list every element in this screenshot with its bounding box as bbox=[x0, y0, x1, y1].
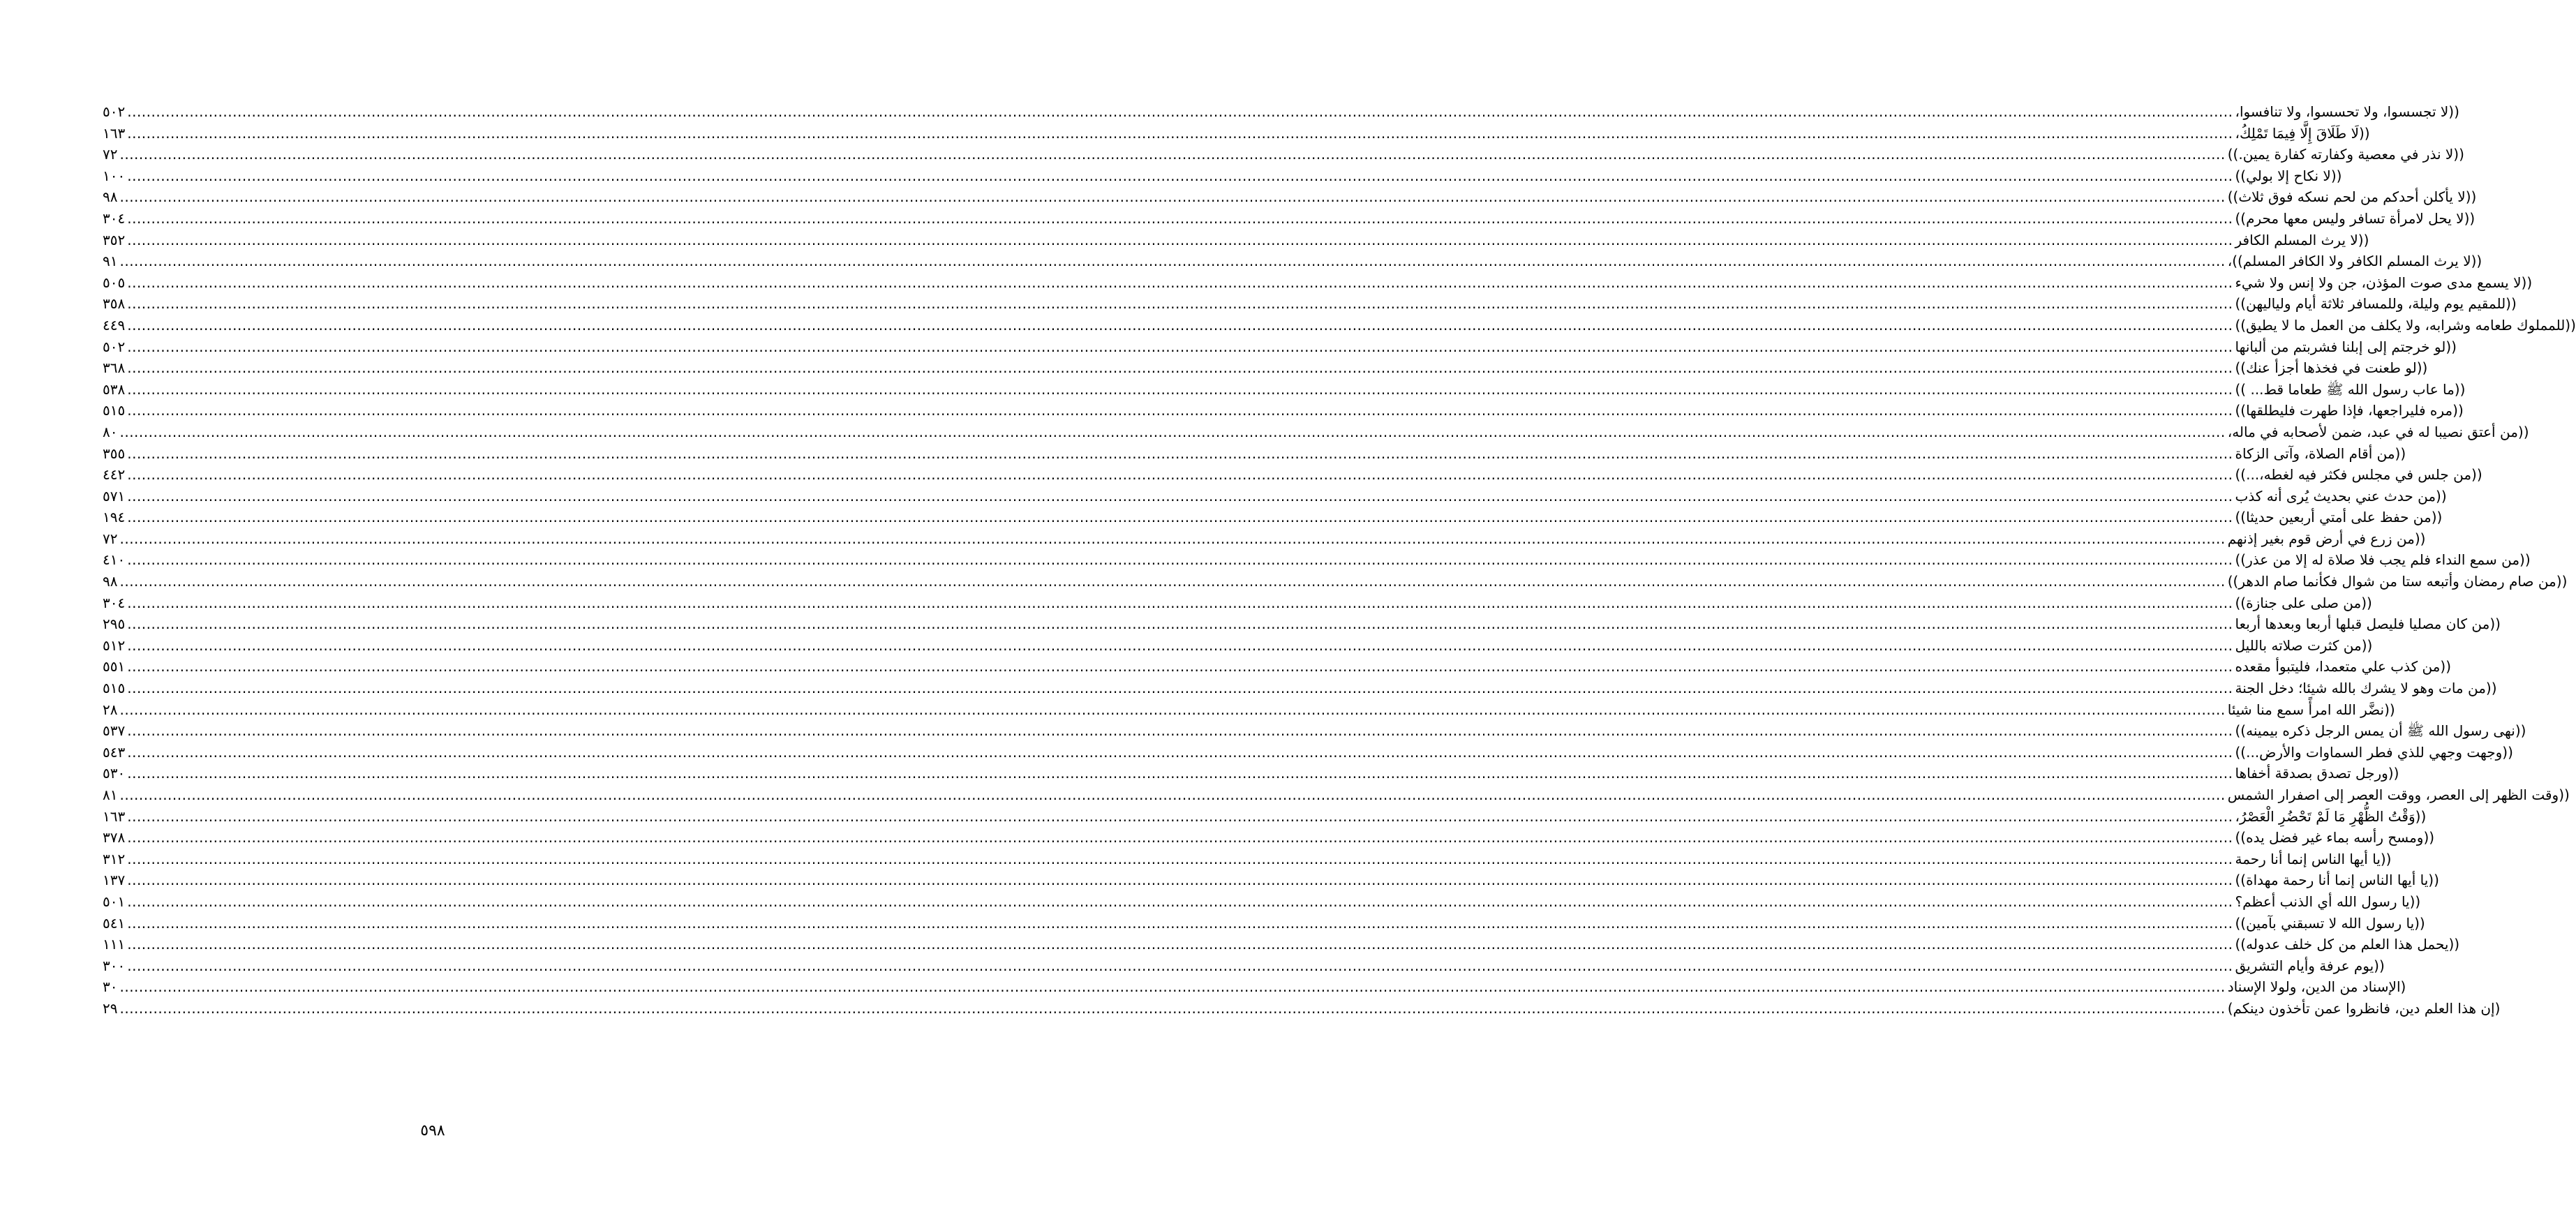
entry-text: ((ورجل تصدق بصدقة أخفاها bbox=[2235, 765, 2399, 782]
entry-text: ((مره فليراجعها، فإذا طهرت فليطلقها)) bbox=[2235, 402, 2464, 419]
entry-text: ((وقت الظهر إلى العصر، ووقت العصر إلى اصفرار الشمس bbox=[2227, 786, 2570, 803]
index-entry bbox=[103, 656, 2452, 678]
index-entry bbox=[103, 421, 2529, 443]
entry-text: ((يا أيها الناس إنما أنا رحمة bbox=[2235, 850, 2392, 867]
entry-text: ((لو خرجتم إلى إبلنا فشربتم من ألبانها bbox=[2235, 338, 2457, 355]
entry-page-number: ٣٠ bbox=[103, 978, 118, 996]
index-entry bbox=[103, 635, 2373, 657]
dot-leader bbox=[127, 806, 2233, 828]
entry-page-number: ٢٩٥ bbox=[103, 615, 126, 633]
dot-leader bbox=[119, 998, 2225, 1020]
entry-page-number: ٥٠٢ bbox=[103, 338, 126, 355]
index-entry bbox=[103, 934, 2460, 955]
dot-leader bbox=[127, 315, 2233, 336]
entry-page-number: ٥٣٨ bbox=[103, 380, 126, 398]
entry-text: ((من زرع في أرض قوم بغير إذنهم bbox=[2227, 530, 2426, 547]
entry-text: ((من كثرت صلاته بالليل bbox=[2235, 636, 2373, 654]
index-entry bbox=[103, 784, 2570, 806]
entry-text: ((لا يرث المسلم الكافر bbox=[2235, 231, 2369, 248]
entry-text: ((للمقيم يوم وليلة، وللمسافر ثلاثة أيام ولياليهن)) bbox=[2235, 295, 2517, 313]
dot-leader bbox=[127, 891, 2233, 913]
dot-leader bbox=[127, 357, 2233, 379]
index-entry bbox=[103, 251, 2482, 272]
index-entry bbox=[103, 806, 2427, 828]
entry-page-number: ٥٣٠ bbox=[103, 765, 126, 782]
index-entry bbox=[103, 827, 2435, 849]
dot-leader bbox=[127, 123, 2233, 144]
entry-text: ((لا يرث المسلم الكافر ولا الكافر المسلم))، bbox=[2227, 253, 2482, 270]
entry-text: ((من كان مصليا فليصل قبلها أربعا وبعدها أربعا bbox=[2235, 615, 2501, 633]
index-entry bbox=[103, 763, 2399, 784]
entry-page-number: ٥١٥ bbox=[103, 402, 126, 419]
entry-page-number: ٩٨ bbox=[103, 188, 118, 206]
page-number: ٥٩٨ bbox=[420, 1122, 445, 1140]
dot-leader bbox=[119, 144, 2225, 165]
index-entry bbox=[103, 101, 2459, 123]
entry-page-number: ٥١٢ bbox=[103, 636, 126, 654]
entry-text: ((من أقام الصلاة، وآتى الزكاة bbox=[2235, 445, 2406, 462]
index-entry bbox=[103, 891, 2421, 913]
index-entry bbox=[103, 549, 2531, 571]
entry-page-number: ٤٤٩ bbox=[103, 316, 126, 334]
entry-page-number: ٣٧٨ bbox=[103, 829, 126, 846]
index-entry bbox=[103, 870, 2439, 891]
dot-leader bbox=[119, 784, 2225, 806]
entry-page-number: ٧٢ bbox=[103, 146, 118, 163]
entry-page-number: ٩١ bbox=[103, 253, 118, 270]
dot-leader bbox=[127, 507, 2233, 528]
entry-page-number: ٣١٢ bbox=[103, 850, 126, 867]
entry-text: ((من صلى على جنازة)) bbox=[2235, 594, 2372, 611]
entry-page-number: ٥١٥ bbox=[103, 680, 126, 697]
index-entry bbox=[103, 955, 2385, 977]
dot-leader bbox=[127, 101, 2233, 123]
entry-page-number: ١٩٤ bbox=[103, 509, 126, 526]
dot-leader bbox=[119, 186, 2225, 208]
dot-leader bbox=[127, 272, 2233, 294]
entry-page-number: ٨١ bbox=[103, 786, 118, 803]
entry-page-number: ٤٤٢ bbox=[103, 466, 126, 484]
entry-page-number: ٣٥٥ bbox=[103, 445, 126, 462]
dot-leader bbox=[127, 400, 2233, 421]
dot-leader bbox=[119, 976, 2225, 998]
entry-page-number: ٣٠٤ bbox=[103, 594, 126, 611]
index-entry bbox=[103, 720, 2526, 742]
entry-text: ((من حدث عني بحديث يُرى أنه كذب bbox=[2235, 487, 2447, 505]
dot-leader bbox=[127, 720, 2233, 742]
entry-text: ((لا يسمع مدى صوت المؤذن، جن ولا إنس ولا شيء bbox=[2235, 274, 2533, 291]
entry-page-number: ٥٤١ bbox=[103, 914, 126, 932]
entry-text: ((وَقْتُ الظُّهْرِ مَا لَمْ تَحْضُرِ الْعَصْرُ، bbox=[2235, 807, 2427, 825]
entry-page-number: ٣٠٤ bbox=[103, 209, 126, 227]
index-entry bbox=[103, 400, 2464, 421]
hadith-index-list bbox=[103, 101, 2576, 1020]
entry-text: ((لا نكاح إلا بولي)) bbox=[2235, 167, 2342, 184]
entry-text: ((لا يحل لامرأة تسافر وليس معها محرم)) bbox=[2235, 209, 2476, 227]
entry-page-number: ٣٠٠ bbox=[103, 957, 126, 974]
entry-page-number: ٤١٠ bbox=[103, 551, 126, 569]
index-entry bbox=[103, 144, 2464, 165]
dot-leader bbox=[127, 379, 2233, 401]
dot-leader bbox=[127, 613, 2233, 635]
dot-leader bbox=[127, 934, 2233, 955]
entry-text: ((نضَّر الله امرأً سمع منا شيئا bbox=[2227, 701, 2395, 718]
index-entry bbox=[103, 528, 2426, 550]
entry-text: ((من مات وهو لا يشرك بالله شيئا؛ دخل الجنة bbox=[2235, 680, 2497, 697]
entry-text: ((يوم عرفة وأيام التشريق bbox=[2235, 957, 2385, 974]
dot-leader bbox=[127, 293, 2233, 315]
entry-page-number: ٣٥٢ bbox=[103, 231, 126, 248]
entry-page-number: ٥٠١ bbox=[103, 893, 126, 910]
entry-text: ((من كذب علي متعمدا، فليتبوأ مقعده bbox=[2235, 658, 2452, 676]
index-entry bbox=[103, 486, 2447, 507]
entry-text: ((ومسح رأسه بماء غير فضل يده)) bbox=[2235, 829, 2435, 846]
entry-page-number: ٥٠٢ bbox=[103, 103, 126, 120]
index-entry bbox=[103, 613, 2501, 635]
entry-page-number: ٥٣٧ bbox=[103, 722, 126, 740]
entry-text: ((ما عاب رسول الله ﷺ طعاما قط... )) bbox=[2235, 380, 2466, 398]
index-entry bbox=[103, 571, 2568, 592]
index-entry bbox=[103, 849, 2392, 870]
index-entry bbox=[103, 443, 2406, 465]
index-entry bbox=[103, 678, 2497, 699]
dot-leader bbox=[127, 656, 2233, 678]
entry-text: ((من حفظ على أمتي أربعين حديثا)) bbox=[2235, 509, 2443, 526]
dot-leader bbox=[119, 251, 2225, 272]
entry-page-number: ١٦٣ bbox=[103, 807, 126, 825]
index-entry bbox=[103, 464, 2482, 486]
entry-text: ((لَا طَلَاقَ إِلَّا فِيمَا تَمْلِكُ، bbox=[2235, 124, 2370, 142]
dot-leader bbox=[127, 336, 2233, 358]
entry-page-number: ٥٠٥ bbox=[103, 274, 126, 291]
index-entry bbox=[103, 123, 2370, 144]
entry-text: ((لا يأكلن أحدكم من لحم نسكه فوق ثلاث)) bbox=[2227, 188, 2477, 206]
entry-text: (إن هذا العلم دين، فانظروا عمن تأخذون دينكم) bbox=[2227, 999, 2501, 1017]
index-entry bbox=[103, 336, 2457, 358]
entry-text: ((للمملوك طعامه وشرابه، ولا يكلف من العمل ما لا يطيق)) bbox=[2235, 316, 2576, 334]
index-entry bbox=[103, 165, 2342, 187]
entry-page-number: ٥٥١ bbox=[103, 658, 126, 676]
dot-leader bbox=[127, 827, 2233, 849]
index-entry bbox=[103, 315, 2576, 336]
entry-page-number: ١١١ bbox=[103, 936, 126, 953]
dot-leader bbox=[119, 571, 2225, 592]
dot-leader bbox=[119, 528, 2225, 550]
index-entry bbox=[103, 379, 2466, 401]
entry-page-number: ١٣٧ bbox=[103, 872, 126, 889]
index-entry bbox=[103, 357, 2428, 379]
dot-leader bbox=[127, 230, 2233, 251]
entry-text: ((يا أيها الناس إنما أنا رحمة مهداة)) bbox=[2235, 872, 2439, 889]
dot-leader bbox=[127, 955, 2233, 977]
entry-text: ((من أعتق نصيبا له في عبد، ضمن لأصحابه في ماله، bbox=[2227, 423, 2529, 440]
index-entry bbox=[103, 998, 2501, 1020]
dot-leader bbox=[127, 635, 2233, 657]
index-entry bbox=[103, 507, 2443, 528]
entry-text: ((لا نذر في معصية وكفارته كفارة يمين.)) bbox=[2227, 146, 2464, 163]
dot-leader bbox=[127, 763, 2233, 784]
dot-leader bbox=[127, 486, 2233, 507]
entry-text: ((يا رسول الله لا تسبقني بآمين)) bbox=[2235, 914, 2425, 932]
entry-text: (الإسناد من الدين، ولولا الإسناد bbox=[2227, 978, 2406, 996]
index-entry bbox=[103, 208, 2476, 230]
index-entry bbox=[103, 293, 2517, 315]
dot-leader bbox=[127, 592, 2233, 614]
dot-leader bbox=[127, 464, 2233, 486]
dot-leader bbox=[127, 165, 2233, 187]
entry-page-number: ٢٨ bbox=[103, 701, 118, 718]
dot-leader bbox=[127, 870, 2233, 891]
index-entry bbox=[103, 186, 2477, 208]
entry-text: ((يحمل هذا العلم من كل خلف عدوله)) bbox=[2235, 936, 2460, 953]
entry-text: ((من سمع النداء فلم يجب فلا صلاة له إلا من عذر)) bbox=[2235, 551, 2531, 569]
entry-text: ((من صام رمضان وأتبعه ستا من شوال فكأنما صام الدهر)) bbox=[2227, 573, 2568, 590]
entry-page-number: ٨٠ bbox=[103, 423, 118, 440]
dot-leader bbox=[127, 549, 2233, 571]
index-entry bbox=[103, 913, 2425, 934]
dot-leader bbox=[127, 742, 2233, 763]
dot-leader bbox=[119, 421, 2225, 443]
entry-page-number: ١٠٠ bbox=[103, 167, 126, 184]
index-entry bbox=[103, 976, 2406, 998]
dot-leader bbox=[127, 913, 2233, 934]
entry-text: ((لو طعنت في فخذها أجزأ عنك)) bbox=[2235, 359, 2428, 377]
dot-leader bbox=[127, 443, 2233, 465]
entry-text: ((نهى رسول الله ﷺ أن يمس الرجل ذكره بيمينه)) bbox=[2235, 722, 2526, 740]
entry-page-number: ٥٧١ bbox=[103, 487, 126, 505]
entry-text: ((وجهت وجهي للذي فطر السماوات والأرض...)) bbox=[2235, 743, 2513, 761]
index-entry bbox=[103, 230, 2369, 251]
entry-page-number: ١٦٣ bbox=[103, 124, 126, 142]
entry-text: ((من جلس في مجلس فكثر فيه لغطه،...)) bbox=[2235, 466, 2482, 484]
index-entry bbox=[103, 592, 2372, 614]
entry-page-number: ٩٨ bbox=[103, 573, 118, 590]
dot-leader bbox=[127, 849, 2233, 870]
entry-page-number: ٣٥٨ bbox=[103, 295, 126, 313]
entry-page-number: ٣٦٨ bbox=[103, 359, 126, 377]
index-entry bbox=[103, 699, 2395, 721]
entry-page-number: ٢٩ bbox=[103, 999, 118, 1017]
entry-text: ((لا تجسسوا، ولا تحسسوا، ولا تنافسوا، bbox=[2235, 103, 2459, 120]
entry-page-number: ٧٢ bbox=[103, 530, 118, 547]
entry-page-number: ٥٤٣ bbox=[103, 743, 126, 761]
index-entry bbox=[103, 272, 2533, 294]
dot-leader bbox=[127, 678, 2233, 699]
index-entry bbox=[103, 742, 2513, 763]
dot-leader bbox=[127, 208, 2233, 230]
dot-leader bbox=[119, 699, 2225, 721]
entry-text: ((يا رسول الله أي الذنب أعظم؟ bbox=[2235, 893, 2421, 910]
